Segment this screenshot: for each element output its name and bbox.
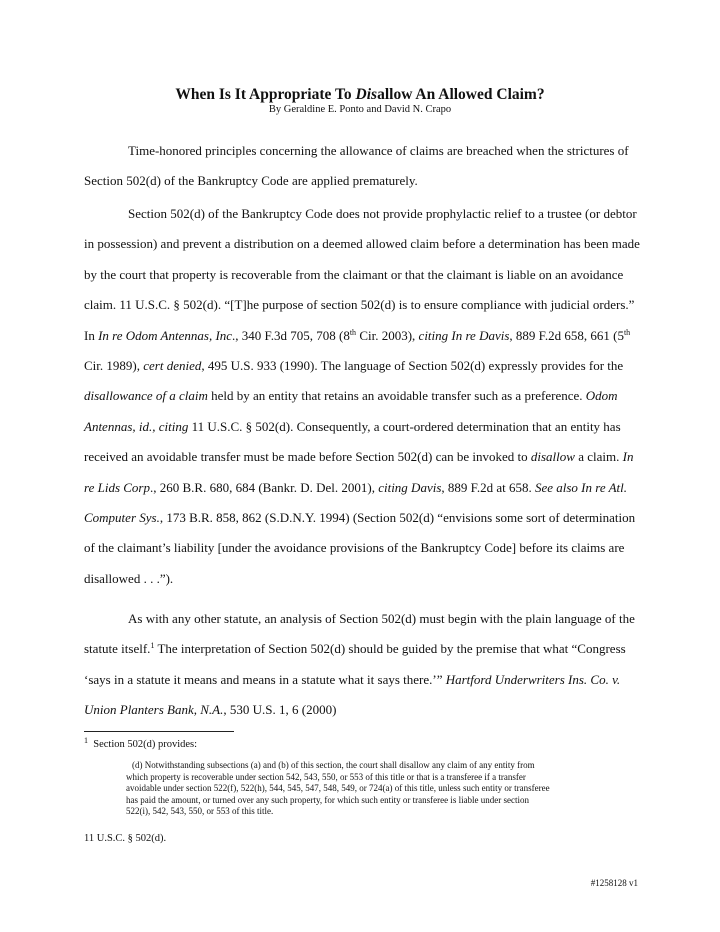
emphasis: disallowance of a claim (84, 388, 208, 404)
footnote-divider (84, 731, 234, 732)
ordinal-superscript: th (349, 327, 357, 337)
case-citation: In re Odom Antennas, Inc (98, 327, 233, 343)
footnote-reference[interactable]: 1 (150, 641, 155, 651)
footnote-quote: (d) Notwithstanding subsections (a) and (b) of this section, the court shall disallow any claim of any entity from which property is recoverable under section 542, 543, 550, or 553 of this title or that is a transferee if a transfer avoidable under section 522(f), 522(h), 544, 545, 547, 548, 549, or 724(a) of this title, unless such entity or transferee has paid the amount, or turned over any such property, for which such entity or transferee is liable under section 522(i), 542, 543, 550, or 553 of this title. (126, 760, 550, 816)
paragraph-1: Time-honored principles concerning the allowance of claims are breached when the strictures of Section 502(d) of the Bankruptcy Code are applied prematurely. (84, 143, 629, 189)
case-citation: cert denied (143, 358, 202, 374)
paragraph-3: As with any other statute, an analysis of Section 502(d) must begin with the plain language of the statute itself.$^1$ The interpretation of Section 502(d) should be guided by the premise that what “Congress ‘says in a statute it means and means in a statute what it says there.’” Hartford Underwriters Ins. Co. v. Union Planters Bank, N.A., 530 U.S. 1, 6 (2000) (84, 611, 635, 718)
document-id: #1258128 v1 (590, 878, 638, 888)
footnote-citation: 11 U.S.C. § 502(d). (84, 833, 167, 844)
document-title: When Is It Appropriate To Disallow An Allowed Claim? (175, 86, 545, 103)
case-citation: See also In re Atl. Computer Sys. (84, 479, 628, 526)
case-citation: citing Davis (378, 479, 442, 495)
title-emphasis: Dis (355, 86, 378, 103)
emphasis: disallow (530, 449, 575, 465)
case-citation: In re Lids Corp (84, 449, 634, 495)
paragraph-2: Section 502(d) of the Bankruptcy Code does not provide prophylactic relief to a trustee (or debtor in possession) and prevent a distribution on a deemed allowed claim before a determination has been made by the court that property is recoverable from the claimant or that the claimant is liable on an avoidance claim. 11 U.S.C. § 502(d). “[T]he purpose of section 502(d) is to ensure compliance with judicial orders.” In In re Odom Antennas, Inc., 340 F.3d 705, 708 (8th Cir. 2003), citing In re Davis, 889 F.2d 658, 661 (5th Cir. 1989), cert denied, 495 U.S. 933 (1990). The language of Section 502(d) expressly provides for the disallowance of a claim held by an entity that retains an avoidable transfer such as a preference. Odom Antennas, id., citing 11 U.S.C. § 502(d). Consequently, a court-ordered determination that an entity has received an avoidable transfer must be made before Section 502(d) can be invoked to disallow a claim. In re Lids Corp., 260 B.R. 680, 684 (Bankr. D. Del. 2001), citing Davis, 889 F.2d at 658. See also In re Atl. Computer Sys., 173 B.R. 858, 862 (S.D.N.Y. 1994) (Section 502(d) “envisions some sort of determination of the claimant’s liability [under the avoidance provisions of the Bankruptcy Code] before its claims are disallowed . . .”). (84, 206, 640, 586)
case-citation: Hartford Underwriters Ins. Co. v. Union Planters Bank, N.A. (84, 671, 621, 718)
case-citation: citing In re Davis (418, 327, 510, 343)
footnote-intro: $^1$ Section 502(d) provides: (84, 736, 198, 750)
ordinal-superscript: th (623, 327, 631, 337)
byline: By Geraldine E. Ponto and David N. Crapo (268, 104, 452, 115)
footnote-marker: 1 (84, 736, 88, 745)
case-citation: Odom Antennas, id., citing (84, 388, 618, 434)
